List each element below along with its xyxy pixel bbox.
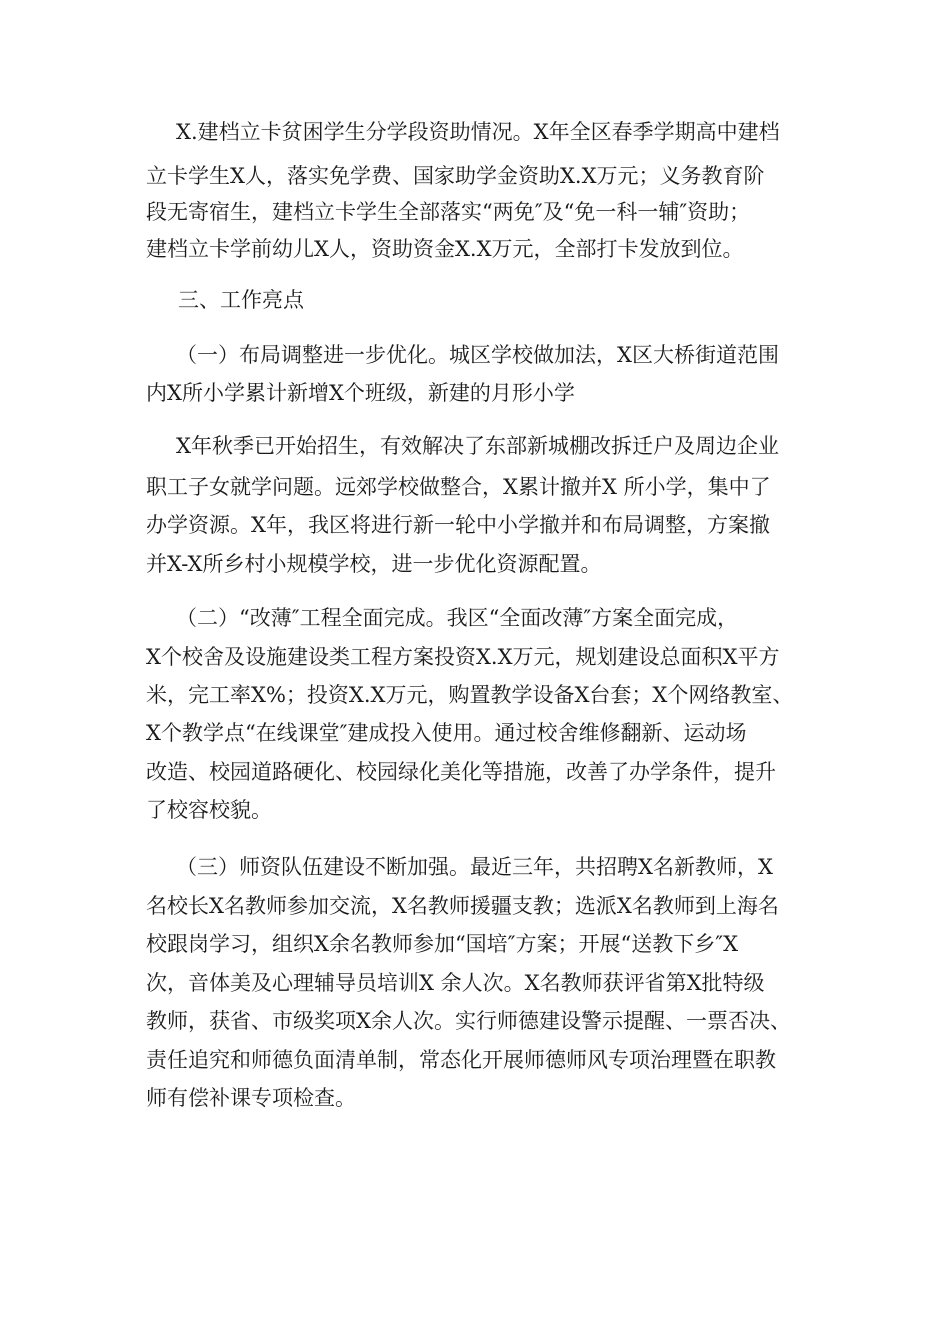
text-line: X年秋季已开始招生，有效解决了东部新城棚改拆迁户及周边企业 bbox=[176, 434, 779, 458]
text-line: 职工子女就学问题。远郊学校做整合，X累计撤并X 所小学，集中了 bbox=[146, 475, 771, 499]
text-line: 教师，获省、市级奖项X余人次。实行师德建设警示提醒、一票否决、 bbox=[146, 1009, 791, 1033]
text-line: 办学资源。X年，我区将进行新一轮中小学撤并和布局调整，方案撤 bbox=[146, 513, 770, 537]
text-line: X.建档立卡贫困学生分学段资助情况。X年全区春季学期高中建档 bbox=[176, 120, 780, 144]
text-line: X个教学点“在线课堂″建成投入使用。通过校舍维修翻新、运动场 bbox=[146, 721, 747, 745]
text-line: 改造、校园道路硬化、校园绿化美化等措施，改善了办学条件，提升 bbox=[146, 760, 776, 784]
text-line: 并X-X所乡村小规模学校，进一步优化资源配置。 bbox=[146, 552, 602, 576]
text-line: 次，音体美及心理辅导员培训X 余人次。X名教师获评省第X批特级 bbox=[146, 971, 765, 995]
heading-text: 三、工作亮点 bbox=[178, 288, 304, 312]
text-line: （一）布局调整进一步优化。城区学校做加法，X区大桥街道范围 bbox=[176, 343, 779, 367]
text-line: 师有偿补课专项检查。 bbox=[146, 1086, 356, 1110]
text-line: 了校容校貌。 bbox=[146, 798, 272, 822]
text-line: 段无寄宿生，建档立卡学生全部落实“两免″及“免一科一辅″资助； bbox=[146, 200, 751, 224]
text-line: 名校长X名教师参加交流，X名教师援疆支教；选派X名教师到上海名 bbox=[146, 894, 779, 918]
text-line: 立卡学生X人，落实免学费、国家助学金资助X.X万元；义务教育阶 bbox=[146, 164, 765, 188]
text-line: 校跟岗学习，组织X余名教师参加“国培″方案；开展“送教下乡″X bbox=[146, 932, 739, 956]
text-line: （三）师资队伍建设不断加强。最近三年，共招聘X名新教师，X bbox=[176, 855, 773, 879]
text-line: 米，完工率X%；投资X.X万元，购置教学设备X台套；X个网络教室、 bbox=[146, 683, 794, 707]
text-line: 内X所小学累计新增X个班级，新建的月形小学 bbox=[146, 381, 575, 405]
text-line: （二）“改薄″工程全面完成。我区“全面改薄″方案全面完成， bbox=[176, 606, 739, 630]
text-line: 建档立卡学前幼儿X人，资助资金X.X万元，全部打卡发放到位。 bbox=[146, 237, 744, 261]
text-line: X个校舍及设施建设类工程方案投资X.X万元，规划建设总面积X平方 bbox=[146, 645, 780, 669]
text-line: 责任追究和师德负面清单制，常态化开展师德师风专项治理暨在职教 bbox=[146, 1048, 776, 1072]
